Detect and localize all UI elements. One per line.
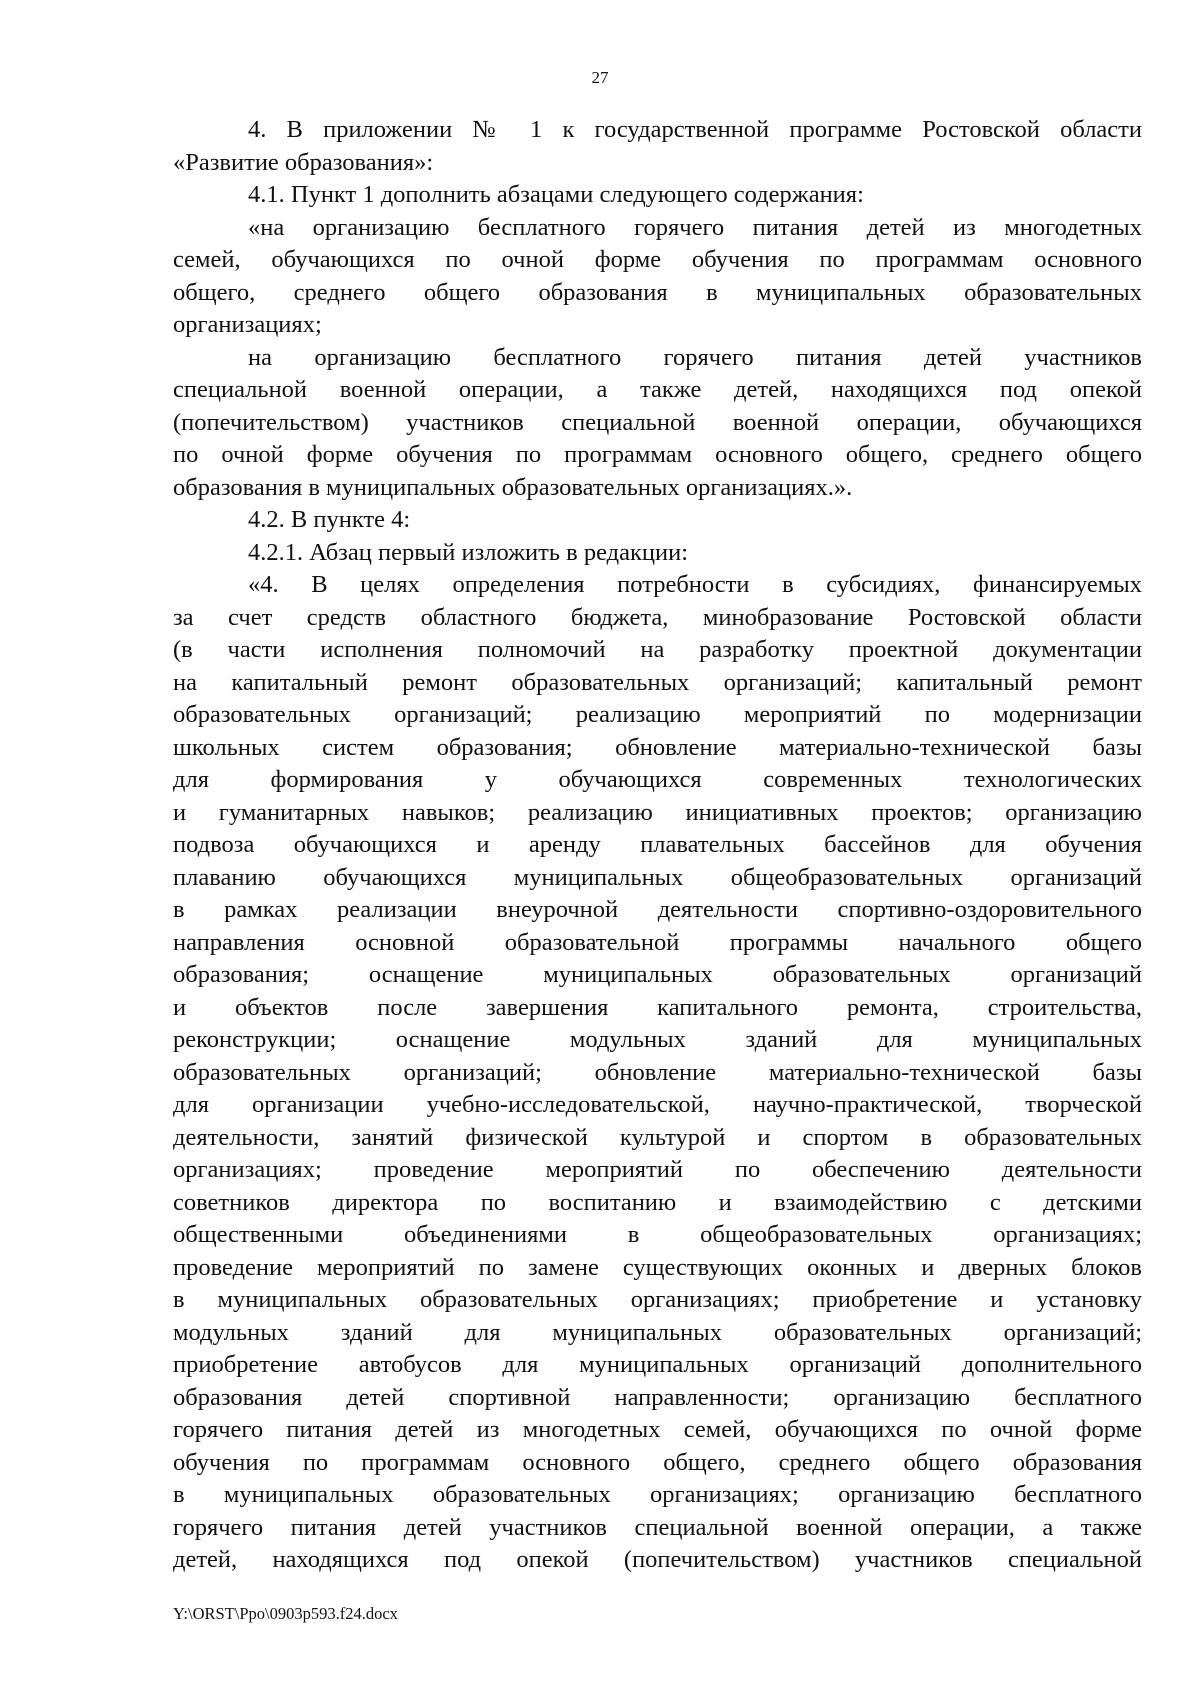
text-line: советников директора по воспитанию и взаимодействию с детскими <box>173 1188 1142 1216</box>
file-path-footer: Y:\ORST\Ppo\0903p593.f24.docx <box>173 1604 398 1623</box>
text-line: (попечительством) участников специальной военной операции, обучающихся <box>173 408 1142 436</box>
text-line: специальной военной операции, а также детей, находящихся под опекой <box>173 376 1142 403</box>
text-line: образования детей спортивной направленности; организацию бесплатного <box>173 1383 1142 1411</box>
text-line: для организации учебно-исследовательской, научно-практической, творческой <box>173 1091 1142 1118</box>
text-line: плаванию обучающихся муниципальных общеобразовательных организаций <box>173 863 1142 891</box>
text-line: «на организацию бесплатного горячего питания детей из многодетных <box>248 213 1142 241</box>
text-line: горячего питания детей из многодетных семей, обучающихся по очной форме <box>173 1416 1142 1443</box>
text-line: проведение мероприятий по замене существующих оконных и дверных блоков <box>173 1253 1142 1281</box>
text-line: направления основной образовательной программы начального общего <box>173 928 1142 956</box>
text-line: детей, находящихся под опекой (попечительством) участников специальной <box>173 1546 1142 1573</box>
text-line: организациях; <box>173 311 322 338</box>
page-number: 27 <box>591 68 609 87</box>
text-line: по очной форме обучения по программам основного общего, среднего общего <box>173 441 1142 468</box>
text-line: 4. В приложении № 1 к государственной программе Ростовской области <box>248 116 1142 143</box>
text-line: общего, среднего общего образования в муниципальных образовательных <box>173 278 1142 306</box>
text-line: и объектов после завершения капитального ремонта, строительства, <box>173 993 1142 1021</box>
text-line: на организацию бесплатного горячего питания детей участников <box>248 343 1142 371</box>
text-line: за счет средств областного бюджета, минобразование Ростовской области <box>173 603 1142 631</box>
text-line: (в части исполнения полномочий на разработку проектной документации <box>173 636 1142 663</box>
text-line: модульных зданий для муниципальных образовательных организаций; <box>173 1318 1142 1346</box>
text-line: образовательных организаций; обновление материально-технической базы <box>173 1058 1142 1086</box>
text-line: и гуманитарных навыков; реализацию инициативных проектов; организацию <box>173 798 1142 826</box>
text-line: «Развитие образования»: <box>173 148 434 176</box>
text-line: в рамках реализации внеурочной деятельности спортивно-оздоровительного <box>173 896 1142 923</box>
text-line: организациях; проведение мероприятий по обеспечению деятельности <box>173 1156 1142 1183</box>
text-line: приобретение автобусов для муниципальных организаций дополнительного <box>173 1351 1142 1378</box>
text-line: образовательных организаций; реализацию мероприятий по модернизации <box>173 701 1142 728</box>
text-line: общественными объединениями в общеобразовательных организациях; <box>173 1221 1142 1248</box>
text-line: школьных систем образования; обновление материально-технической базы <box>173 733 1142 761</box>
text-line: реконструкции; оснащение модульных зданий для муниципальных <box>173 1026 1142 1053</box>
text-line: образования; оснащение муниципальных образовательных организаций <box>173 961 1142 988</box>
text-line: подвоза обучающихся и аренду плавательных бассейнов для обучения <box>173 831 1142 858</box>
text-line: семей, обучающихся по очной форме обучения по программам основного <box>173 246 1142 273</box>
document-body <box>173 114 1142 1577</box>
text-line: 4.2.1. Абзац первый изложить в редакции: <box>248 538 689 566</box>
text-line: для формирования у обучающихся современных технологических <box>173 766 1142 793</box>
text-line: 4.2. В пункте 4: <box>248 506 411 533</box>
text-line: горячего питания детей участников специальной военной операции, а также <box>173 1513 1142 1541</box>
text-line: в муниципальных образовательных организациях; организацию бесплатного <box>173 1481 1142 1508</box>
text-line: в муниципальных образовательных организациях; приобретение и установку <box>173 1286 1142 1313</box>
text-line: обучения по программам основного общего, среднего общего образования <box>173 1448 1142 1476</box>
text-line: «4. В целях определения потребности в субсидиях, финансируемых <box>248 571 1142 598</box>
text-line: образования в муниципальных образовательных организациях.». <box>173 473 853 501</box>
text-line: 4.1. Пункт 1 дополнить абзацами следующего содержания: <box>248 181 864 208</box>
text-line: деятельности, занятий физической культурой и спортом в образовательных <box>173 1123 1142 1151</box>
text-line: на капитальный ремонт образовательных организаций; капитальный ремонт <box>173 668 1142 696</box>
